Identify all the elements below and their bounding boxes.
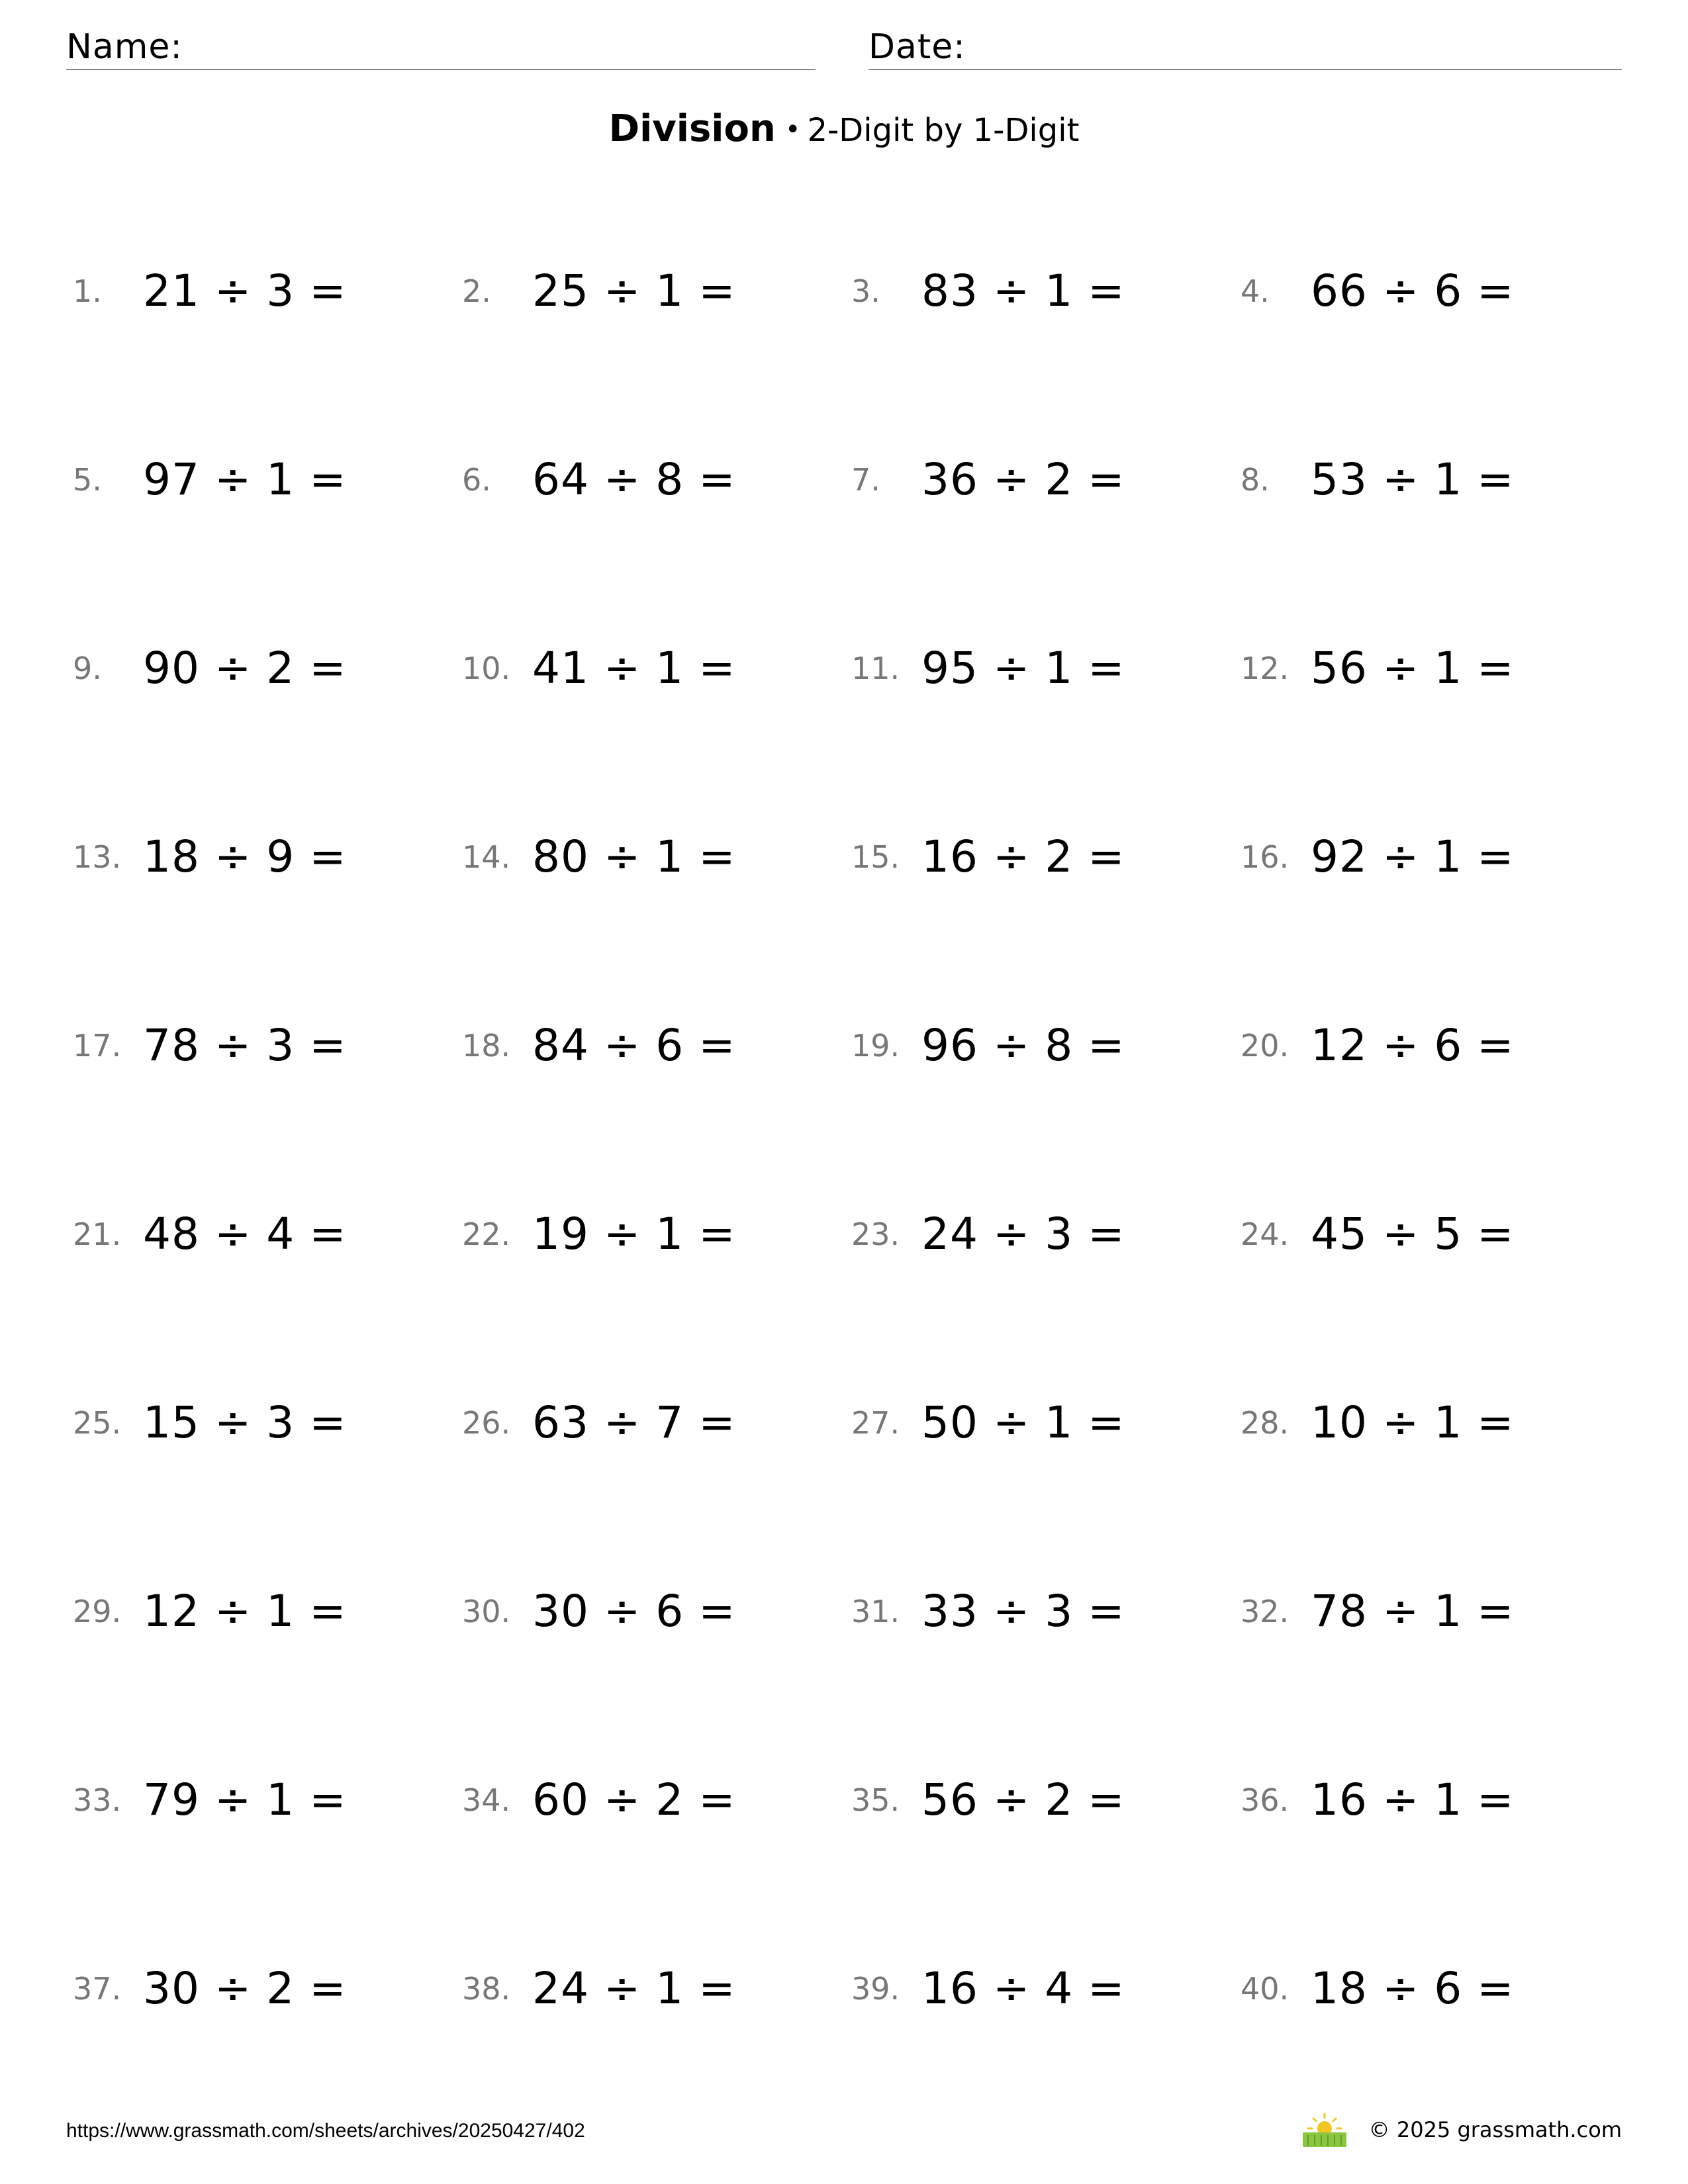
problem-item bbox=[462, 1195, 851, 1383]
title-bullet: • bbox=[784, 114, 801, 145]
problem-number: 27. bbox=[851, 1405, 900, 1441]
problem-expression: 84 ÷ 6 = bbox=[532, 1020, 736, 1071]
problem-number: 2. bbox=[462, 273, 491, 309]
problem-expression: 97 ÷ 1 = bbox=[143, 454, 347, 505]
problem-item bbox=[73, 1383, 462, 1572]
problem-item bbox=[1241, 1760, 1630, 1949]
problem-number: 24. bbox=[1241, 1216, 1289, 1252]
problem-number: 5. bbox=[73, 462, 102, 498]
problem-item bbox=[73, 251, 462, 440]
problem-item bbox=[1241, 1572, 1630, 1760]
problem-item bbox=[1241, 1949, 1630, 2138]
problem-expression: 10 ÷ 1 = bbox=[1311, 1397, 1515, 1448]
problem-expression: 50 ÷ 1 = bbox=[921, 1397, 1125, 1448]
problem-expression: 83 ÷ 1 = bbox=[921, 265, 1125, 316]
problem-expression: 95 ÷ 1 = bbox=[921, 643, 1125, 694]
problem-number: 7. bbox=[851, 462, 880, 498]
problem-item bbox=[1241, 629, 1630, 817]
problem-item bbox=[73, 1195, 462, 1383]
sun-over-grass-icon bbox=[1301, 2111, 1348, 2148]
problem-grid bbox=[73, 251, 1635, 2138]
problem-number: 14. bbox=[462, 839, 511, 875]
title-subtitle: 2-Digit by 1-Digit bbox=[807, 112, 1080, 149]
problem-expression: 80 ÷ 1 = bbox=[532, 831, 736, 882]
problem-item bbox=[73, 817, 462, 1006]
problem-number: 23. bbox=[851, 1216, 900, 1252]
worksheet-title bbox=[0, 106, 1688, 156]
problem-number: 25. bbox=[73, 1405, 122, 1441]
problem-expression: 24 ÷ 1 = bbox=[532, 1963, 736, 2014]
problem-number: 1. bbox=[73, 273, 102, 309]
problem-expression: 19 ÷ 1 = bbox=[532, 1208, 736, 1259]
problem-expression: 41 ÷ 1 = bbox=[532, 643, 736, 694]
problem-number: 40. bbox=[1241, 1971, 1289, 2007]
problem-number: 11. bbox=[851, 651, 900, 686]
problem-item bbox=[462, 1572, 851, 1760]
problem-item bbox=[851, 251, 1241, 440]
problem-number: 21. bbox=[73, 1216, 122, 1252]
problem-number: 35. bbox=[851, 1782, 900, 1818]
problem-expression: 60 ÷ 2 = bbox=[532, 1774, 736, 1825]
problem-item bbox=[851, 629, 1241, 817]
problem-expression: 53 ÷ 1 = bbox=[1311, 454, 1515, 505]
problem-expression: 16 ÷ 4 = bbox=[921, 1963, 1125, 2014]
problem-item bbox=[462, 440, 851, 629]
problem-expression: 48 ÷ 4 = bbox=[143, 1208, 347, 1259]
problem-number: 3. bbox=[851, 273, 880, 309]
problem-item bbox=[73, 629, 462, 817]
problem-item bbox=[1241, 1195, 1630, 1383]
problem-number: 8. bbox=[1241, 462, 1270, 498]
problem-number: 32. bbox=[1241, 1594, 1289, 1629]
problem-expression: 45 ÷ 5 = bbox=[1311, 1208, 1515, 1259]
name-label: Name: bbox=[66, 27, 183, 67]
problem-expression: 33 ÷ 3 = bbox=[921, 1586, 1125, 1637]
problem-number: 31. bbox=[851, 1594, 900, 1629]
problem-number: 20. bbox=[1241, 1028, 1289, 1064]
problem-item bbox=[1241, 1383, 1630, 1572]
problem-number: 17. bbox=[73, 1028, 122, 1064]
problem-expression: 78 ÷ 3 = bbox=[143, 1020, 347, 1071]
problem-number: 37. bbox=[73, 1971, 122, 2007]
title-main: Division bbox=[608, 107, 776, 150]
problem-number: 10. bbox=[462, 651, 511, 686]
problem-expression: 92 ÷ 1 = bbox=[1311, 831, 1515, 882]
problem-item bbox=[851, 1006, 1241, 1195]
problem-number: 33. bbox=[73, 1782, 122, 1818]
problem-item bbox=[851, 1572, 1241, 1760]
problem-number: 16. bbox=[1241, 839, 1289, 875]
problem-expression: 24 ÷ 3 = bbox=[921, 1208, 1125, 1259]
footer-brand bbox=[1301, 2111, 1622, 2148]
problem-expression: 16 ÷ 2 = bbox=[921, 831, 1125, 882]
problem-number: 30. bbox=[462, 1594, 511, 1629]
problem-item bbox=[73, 1572, 462, 1760]
problem-expression: 30 ÷ 6 = bbox=[532, 1586, 736, 1637]
problem-number: 36. bbox=[1241, 1782, 1289, 1818]
problem-item bbox=[851, 1195, 1241, 1383]
date-label: Date: bbox=[868, 27, 966, 67]
problem-number: 18. bbox=[462, 1028, 511, 1064]
problem-expression: 79 ÷ 1 = bbox=[143, 1774, 347, 1825]
problem-item bbox=[462, 1760, 851, 1949]
problem-item bbox=[1241, 817, 1630, 1006]
problem-item bbox=[462, 817, 851, 1006]
problem-item bbox=[462, 251, 851, 440]
problem-item bbox=[73, 1949, 462, 2138]
problem-number: 4. bbox=[1241, 273, 1270, 309]
problem-item bbox=[462, 1949, 851, 2138]
problem-item bbox=[851, 817, 1241, 1006]
problem-expression: 36 ÷ 2 = bbox=[921, 454, 1125, 505]
problem-expression: 64 ÷ 8 = bbox=[532, 454, 736, 505]
footer-url: https://www.grassmath.com/sheets/archives/20250427/402 bbox=[66, 2120, 585, 2142]
problem-number: 29. bbox=[73, 1594, 122, 1629]
problem-expression: 56 ÷ 1 = bbox=[1311, 643, 1515, 694]
problem-expression: 16 ÷ 1 = bbox=[1311, 1774, 1515, 1825]
problem-number: 15. bbox=[851, 839, 900, 875]
footer-copyright: © 2025 grassmath.com bbox=[1368, 2117, 1622, 2142]
problem-number: 22. bbox=[462, 1216, 511, 1252]
problem-item bbox=[73, 1006, 462, 1195]
problem-item bbox=[1241, 440, 1630, 629]
problem-item bbox=[851, 1383, 1241, 1572]
problem-number: 26. bbox=[462, 1405, 511, 1441]
problem-expression: 56 ÷ 2 = bbox=[921, 1774, 1125, 1825]
problem-number: 12. bbox=[1241, 651, 1289, 686]
problem-item bbox=[851, 1949, 1241, 2138]
problem-expression: 78 ÷ 1 = bbox=[1311, 1586, 1515, 1637]
problem-number: 38. bbox=[462, 1971, 511, 2007]
problem-expression: 21 ÷ 3 = bbox=[143, 265, 347, 316]
problem-expression: 96 ÷ 8 = bbox=[921, 1020, 1125, 1071]
problem-item bbox=[1241, 1006, 1630, 1195]
problem-expression: 12 ÷ 6 = bbox=[1311, 1020, 1515, 1071]
problem-expression: 15 ÷ 3 = bbox=[143, 1397, 347, 1448]
problem-expression: 18 ÷ 9 = bbox=[143, 831, 347, 882]
problem-item bbox=[462, 629, 851, 817]
problem-item bbox=[73, 440, 462, 629]
problem-number: 6. bbox=[462, 462, 491, 498]
problem-number: 28. bbox=[1241, 1405, 1289, 1441]
problem-number: 19. bbox=[851, 1028, 900, 1064]
problem-number: 13. bbox=[73, 839, 122, 875]
problem-item bbox=[462, 1383, 851, 1572]
problem-expression: 18 ÷ 6 = bbox=[1311, 1963, 1515, 2014]
problem-expression: 12 ÷ 1 = bbox=[143, 1586, 347, 1637]
problem-number: 34. bbox=[462, 1782, 511, 1818]
problem-item bbox=[851, 1760, 1241, 1949]
problem-item bbox=[1241, 251, 1630, 440]
problem-expression: 63 ÷ 7 = bbox=[532, 1397, 736, 1448]
problem-expression: 90 ÷ 2 = bbox=[143, 643, 347, 694]
header-fields bbox=[66, 25, 1622, 71]
problem-expression: 66 ÷ 6 = bbox=[1311, 265, 1515, 316]
problem-number: 39. bbox=[851, 1971, 900, 2007]
name-field[interactable] bbox=[66, 25, 816, 70]
problem-number: 9. bbox=[73, 651, 102, 686]
problem-item bbox=[73, 1760, 462, 1949]
date-field[interactable] bbox=[868, 25, 1622, 70]
problem-expression: 30 ÷ 2 = bbox=[143, 1963, 347, 2014]
problem-item bbox=[462, 1006, 851, 1195]
problem-item bbox=[851, 440, 1241, 629]
problem-expression: 25 ÷ 1 = bbox=[532, 265, 736, 316]
